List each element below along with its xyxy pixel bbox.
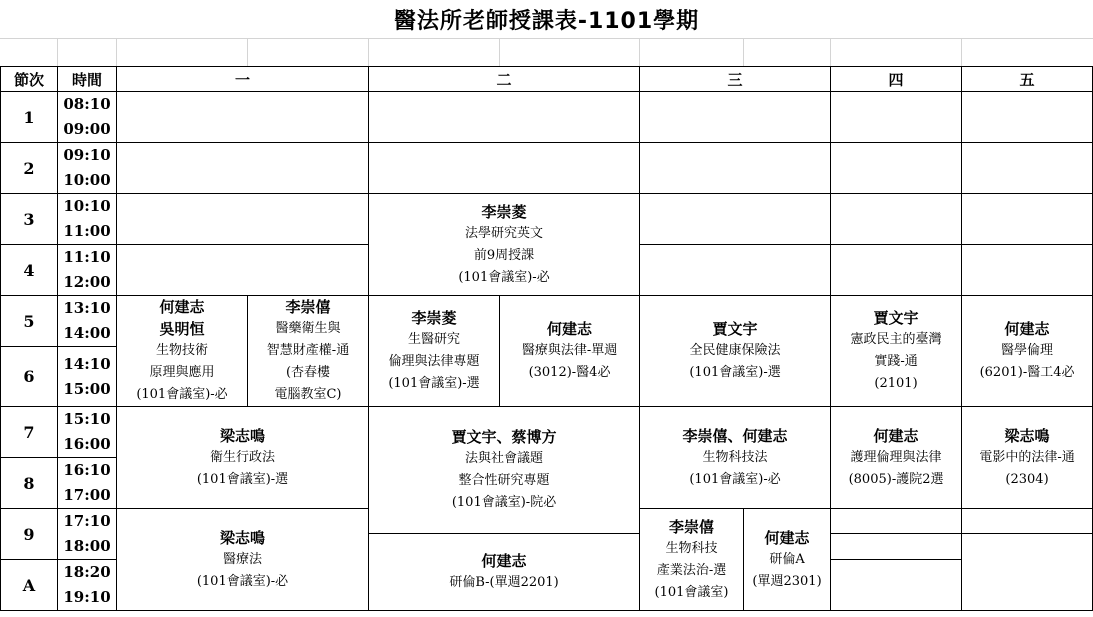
period-time [58, 92, 117, 143]
period-label: 9 [1, 509, 58, 560]
course-line: 前9周授課 [473, 247, 535, 263]
empty-cell [831, 194, 962, 245]
end-time: 14:00 [63, 324, 111, 342]
course-cell [831, 296, 962, 407]
empty-cell [117, 194, 369, 245]
header-row [1, 67, 1093, 92]
course-line: 整合性研究專題 [458, 473, 550, 488]
course-teacher: 何建志 [159, 298, 205, 316]
course-teacher: 梁志鳴 [220, 528, 266, 547]
empty-cell [640, 194, 831, 245]
course-line: (3012)-醫4必 [528, 365, 611, 380]
period-label: 8 [1, 458, 58, 509]
course-cell [500, 296, 640, 407]
course-teacher: 何建志 [1004, 320, 1050, 338]
start-time: 18:20 [63, 563, 111, 581]
empty-cell [962, 143, 1093, 194]
course-teacher: 何建志 [764, 528, 810, 547]
empty-cell [831, 143, 962, 194]
course-teacher: 賈文宇、蔡博方 [451, 428, 557, 446]
course-cell [369, 534, 640, 611]
period-label: 5 [1, 296, 58, 347]
empty-cell [369, 92, 640, 143]
course-line: (101會議室)-必 [458, 269, 550, 285]
course-line: (101會議室)-選 [388, 376, 480, 391]
course-cell [640, 296, 831, 407]
course-line: (101會議室)-選 [689, 365, 781, 380]
course-line: (101會議室)-必 [136, 387, 228, 402]
header-period: 節次 [1, 67, 58, 92]
course-line: (101會議室)-必 [689, 471, 781, 487]
course-line: 生物科技法 [702, 449, 768, 465]
course-line: (單週2301) [752, 573, 822, 589]
course-line: 電影中的法律-通 [979, 449, 1075, 465]
course-line: 倫理與法律專題 [388, 354, 480, 369]
course-line: 智慧財產權-通 [266, 343, 350, 358]
period-time [58, 560, 117, 611]
course-line: 衛生行政法 [210, 449, 276, 465]
grid-line [639, 38, 640, 66]
course-teacher: 何建志 [481, 552, 527, 570]
empty-cell [831, 92, 962, 143]
period-label: 1 [1, 92, 58, 143]
empty-cell [640, 92, 831, 143]
course-line: 醫療與法律-單週 [521, 343, 618, 358]
course-teacher: 梁志鳴 [220, 426, 266, 445]
start-time: 08:10 [63, 95, 111, 113]
course-line: 原理與應用 [149, 365, 215, 380]
empty-cell [117, 92, 369, 143]
header-day-tue: 二 [369, 67, 640, 92]
course-line: 生醫研究 [408, 332, 461, 347]
empty-cell [117, 143, 369, 194]
course-line: 生物科技 [665, 540, 718, 556]
header-day-thu: 四 [831, 67, 962, 92]
end-time: 11:00 [63, 222, 111, 240]
end-time: 19:10 [63, 588, 111, 606]
period-time [58, 347, 117, 407]
start-time: 09:10 [63, 146, 111, 164]
period-label: 4 [1, 245, 58, 296]
course-line: 醫藥衛生與 [275, 321, 341, 336]
course-cell [962, 407, 1093, 509]
course-cell [117, 509, 369, 611]
course-cell [831, 407, 962, 509]
header-time: 時間 [58, 67, 117, 92]
course-cell [369, 407, 640, 534]
course-teacher: 李崇僖 [669, 517, 715, 536]
course-line: 研倫B-(單週2201) [449, 575, 559, 590]
start-time: 17:10 [63, 512, 111, 530]
header-day-fri: 五 [962, 67, 1093, 92]
course-line: (2304) [1005, 471, 1049, 487]
period-label: 3 [1, 194, 58, 245]
empty-cell [962, 245, 1093, 296]
empty-cell [962, 509, 1093, 534]
empty-cell [962, 534, 1093, 611]
end-time: 15:00 [63, 379, 111, 398]
grid-line [743, 38, 744, 66]
start-time: 13:10 [63, 299, 111, 317]
period-time [58, 245, 117, 296]
empty-cell [640, 143, 831, 194]
course-line: (杏春樓 [285, 365, 331, 380]
start-time: 16:10 [63, 461, 111, 479]
grid-line [368, 38, 369, 66]
course-line: (101會議室) [654, 584, 729, 600]
course-line: 護理倫理與法律 [850, 449, 942, 465]
empty-cell [369, 143, 640, 194]
grid-line [116, 38, 117, 66]
course-cell [248, 296, 369, 407]
grid-line [57, 38, 58, 66]
course-line: 研倫A [769, 551, 805, 567]
header-day-mon: 一 [117, 67, 369, 92]
course-line: 實踐-通 [874, 354, 918, 369]
course-teacher-2: 吳明恒 [159, 320, 205, 338]
empty-cell [831, 509, 962, 534]
course-teacher: 梁志鳴 [1004, 426, 1050, 445]
course-line: 醫療法 [223, 551, 263, 567]
empty-cell [640, 245, 831, 296]
course-line: 醫學倫理 [1001, 343, 1054, 358]
period-time [58, 143, 117, 194]
course-cell [640, 509, 744, 611]
course-cell [744, 509, 831, 611]
end-time: 18:00 [63, 537, 111, 555]
end-time: 12:00 [63, 273, 111, 291]
empty-cell [962, 92, 1093, 143]
course-teacher: 李崇僖 [285, 298, 331, 316]
course-line: 憲政民主的臺灣 [850, 332, 942, 347]
course-cell [369, 194, 640, 296]
course-line: (6201)-醫工4必 [979, 365, 1075, 380]
course-line: (101會議室)-院必 [451, 495, 557, 510]
course-line: (101會議室)-選 [196, 471, 289, 487]
course-line: (8005)-護院2選 [848, 471, 944, 487]
period-time [58, 458, 117, 509]
course-line: 法與社會議題 [465, 451, 544, 466]
course-teacher: 何建志 [547, 320, 593, 338]
course-line: 全民健康保險法 [689, 343, 781, 358]
course-teacher: 李崇菱 [481, 202, 527, 221]
course-teacher: 賈文宇 [712, 320, 758, 338]
period-label: 7 [1, 407, 58, 458]
course-teacher: 何建志 [873, 426, 919, 445]
end-time: 10:00 [63, 171, 111, 189]
start-time: 15:10 [63, 410, 111, 428]
course-line: (101會議室)-必 [196, 573, 289, 589]
grid-line [247, 38, 248, 66]
course-line: (2101) [874, 376, 918, 391]
course-cell [962, 296, 1093, 407]
period-label: 6 [1, 347, 58, 407]
grid-line [830, 38, 831, 66]
period-label: A [1, 560, 58, 611]
empty-cell [831, 534, 962, 560]
course-teacher: 賈文宇 [873, 309, 919, 327]
start-time: 10:10 [63, 197, 111, 215]
grid-line [961, 38, 962, 66]
start-time: 11:10 [63, 248, 111, 266]
end-time: 17:00 [63, 486, 111, 504]
course-cell [369, 296, 500, 407]
course-cell [117, 407, 369, 509]
course-cell [117, 296, 248, 407]
course-line: 生物技術 [155, 343, 208, 358]
end-time: 16:00 [63, 435, 111, 453]
start-time: 14:10 [63, 354, 111, 373]
period-label: 2 [1, 143, 58, 194]
period-time [58, 296, 117, 347]
course-line: 法學研究英文 [465, 225, 544, 241]
grid-line [0, 38, 1093, 39]
grid-line [499, 38, 500, 66]
course-line: 電腦教室C) [274, 387, 342, 402]
period-time [58, 194, 117, 245]
course-teacher: 李崇菱 [411, 309, 457, 327]
course-cell [640, 407, 831, 509]
empty-cell [831, 560, 962, 611]
schedule-table [0, 66, 1093, 611]
period-time [58, 509, 117, 560]
empty-cell [117, 245, 369, 296]
empty-cell [962, 194, 1093, 245]
empty-cell [831, 245, 962, 296]
course-teacher: 李崇僖、何建志 [682, 426, 788, 445]
course-line: 產業法治-選 [656, 562, 727, 578]
header-day-wed: 三 [640, 67, 831, 92]
page-title: 醫法所老師授課表-1101學期 [393, 8, 700, 34]
period-time [58, 407, 117, 458]
end-time: 09:00 [63, 120, 111, 138]
